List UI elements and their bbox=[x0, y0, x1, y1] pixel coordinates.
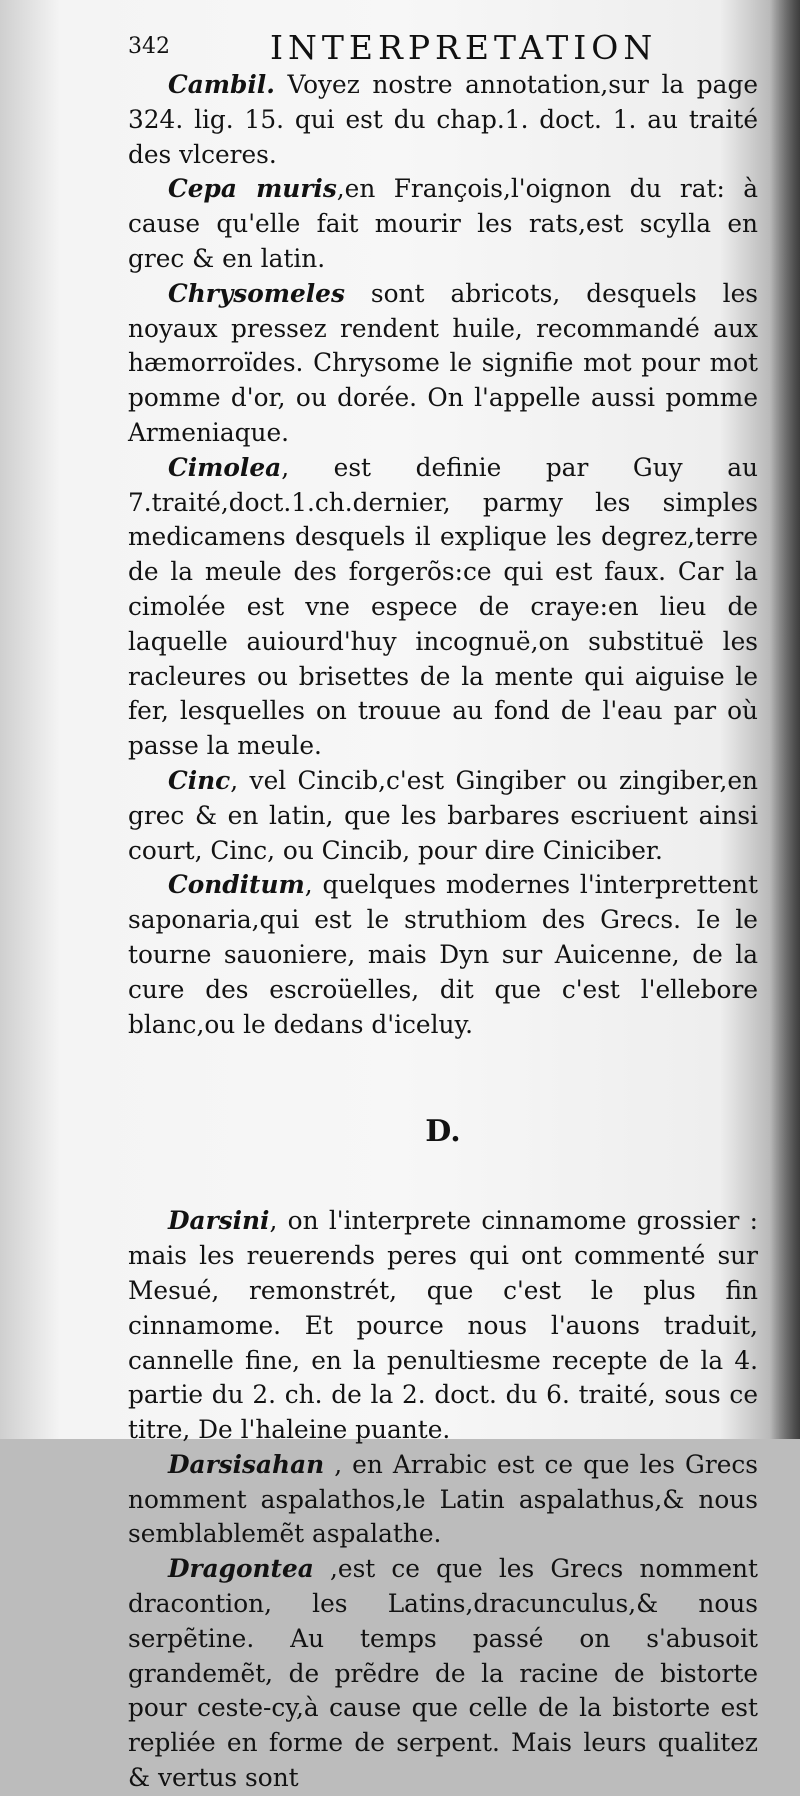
entry-text: , on l'interprete cinnamome grossier : mais les reuerends peres qui ont commenté sur Mesué, remonstrét, que c'est le plus fin cinnamome. Et pource nous l'auons traduit, cannelle fine, en la penultiesme recepte de la 4. partie du 2. ch. de la 2. doct. du 6. traité, sous ce titre, De l'haleine puante. bbox=[128, 1206, 758, 1445]
entry-term: Cimolea bbox=[168, 452, 282, 482]
entry-text: , vel Cincib,c'est Gingiber ou zingiber,en grec & en latin, que les barbares escriuent ainsi court, Cinc, ou Cincib, pour dire Ciniciber. bbox=[128, 765, 758, 865]
entry-dragontea bbox=[128, 1552, 758, 1796]
entry-text: , en Arrabic est ce que les Grecs nomment aspalathos,le Latin aspalathus,& nous semblablemẽt aspalathe. bbox=[128, 1449, 758, 1549]
entry-darsisahan bbox=[128, 1448, 758, 1552]
entry-term: Conditum bbox=[168, 870, 305, 900]
entry-term: Cambil. bbox=[168, 70, 275, 99]
entry-cinc bbox=[128, 764, 758, 868]
entry-text: sont abricots, desquels les noyaux pressez rendent huile, recommandé aux hæmorroïdes. Chrysome le signifie mot pour mot pomme d'or, ou dorée. On l'appelle aussi pomme Armeniaque. bbox=[128, 278, 758, 447]
page-body bbox=[128, 68, 758, 1793]
entry-text: ,est ce que les Grecs nomment dracontion, les Latins,dracunculus,& nous serpẽtine. Au temps passé on s'abusoit grandemẽt, de prẽdre de la racine de bistorte pour ceste-cy,à cause que celle de la bistorte est repliée en forme de serpent. Mais leurs qualitez & vertus sont bbox=[128, 1554, 758, 1793]
entry-term: Dragontea bbox=[168, 1554, 314, 1584]
running-title: INTERPRETATION bbox=[270, 28, 658, 67]
entry-cepa-muris bbox=[128, 172, 758, 276]
entry-term: Darsini bbox=[168, 1206, 270, 1236]
entry-cambil bbox=[128, 68, 758, 172]
entry-term: Chrysomeles bbox=[168, 278, 345, 308]
entry-term: Cepa muris bbox=[168, 174, 337, 204]
entry-term: Cinc bbox=[168, 765, 231, 795]
entry-cimolea bbox=[128, 451, 758, 764]
entry-text: Voyez nostre annotation,sur la page 324. lig. 15. qui est du chap.1. doct. 1. au traité des vlceres. bbox=[128, 70, 758, 169]
entry-text: ,en François,l'oignon du rat: à cause qu'elle fait mourir les rats,est scylla en grec & en latin. bbox=[128, 174, 758, 273]
entry-darsini bbox=[128, 1204, 758, 1448]
entry-text: , quelques modernes l'interprettent saponaria,qui est le struthiom des Grecs. Ie le tourne sauoniere, mais Dyn sur Auicenne, de la cure des escroüelles, dit que c'est l'ellebore blanc,ou le dedans d'iceluy. bbox=[128, 870, 758, 1039]
binding-shadow bbox=[770, 0, 800, 1439]
section-heading: D. bbox=[425, 1114, 461, 1150]
entry-text: , est definie par Guy au 7.traité,doct.1.ch.dernier, parmy les simples medicamens desquels il explique les degrez,terre de la meule des forgerõs:ce qui est faux. Car la cimolée est vne espece de craye:en lieu de laquelle auiourd'huy incognuë,on substituë les racleures ou brisettes de la mente qui aiguise le fer, lesquelles on trouue au fond de l'eau par où passe la meule. bbox=[128, 452, 758, 761]
entry-term: Darsisahan bbox=[168, 1449, 325, 1479]
page-number: 342 bbox=[128, 34, 170, 59]
entry-chrysomeles bbox=[128, 277, 758, 451]
entry-conditum bbox=[128, 868, 758, 1042]
page-header bbox=[120, 24, 760, 68]
